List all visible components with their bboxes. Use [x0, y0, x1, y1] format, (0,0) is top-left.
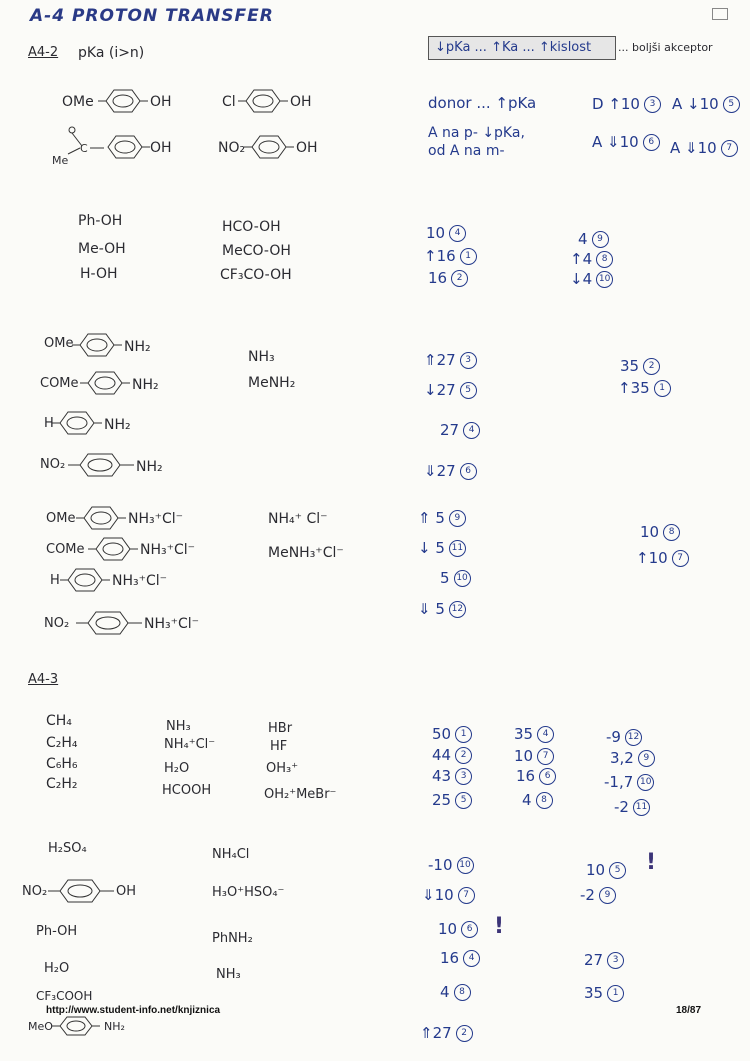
pka-result: [570, 251, 613, 268]
pka-value: ↓ 5: [418, 539, 445, 557]
compound-label: MeO: [28, 1020, 53, 1033]
pka-result: [672, 96, 740, 113]
rank-badge: 4: [463, 422, 480, 439]
pka-result: [522, 792, 553, 809]
rank-badge: 6: [643, 134, 660, 151]
benzene-ring-icon: [80, 370, 130, 396]
pka-result: [428, 857, 474, 874]
pka-value: 35: [514, 725, 534, 743]
rank-badge: 8: [536, 792, 553, 809]
pka-result: [670, 140, 738, 157]
rank-badge: 1: [654, 380, 671, 397]
compound-label: HBr: [268, 721, 293, 736]
compound-label: H₃O⁺HSO₄⁻: [212, 885, 285, 900]
pka-value: A ⇓10: [592, 133, 639, 151]
compound-label: H₂O: [164, 761, 190, 776]
pka-value: 5: [440, 569, 450, 587]
pka-result: [432, 792, 472, 809]
compound-label: H-OH: [80, 266, 118, 282]
pka-value: ↑4: [570, 250, 593, 268]
rank-badge: 7: [672, 550, 689, 567]
pka-value: 25: [432, 791, 452, 809]
benzene-ring-icon: [100, 134, 150, 160]
compound-label: CH₄: [46, 713, 72, 729]
pka-result: [440, 950, 480, 967]
pka-value: 27: [584, 951, 604, 969]
pka-value: 50: [432, 725, 452, 743]
rank-badge: 10: [637, 774, 654, 791]
rank-badge: 8: [454, 984, 471, 1001]
rank-badge: 8: [663, 524, 680, 541]
pka-value: ↑10: [636, 549, 668, 567]
pka-value: A ⇓10: [670, 139, 717, 157]
pka-value: 16: [440, 949, 460, 967]
compound-label: H₂O: [44, 961, 70, 976]
rank-badge: 2: [643, 358, 660, 375]
amine-suffix: NH₂: [124, 339, 151, 355]
pka-value: ⇑27: [420, 1024, 452, 1042]
compound-label: NH₃: [166, 719, 191, 734]
salt-substituent: H: [50, 573, 60, 588]
section-a4-3: A4-3: [28, 672, 59, 687]
pka-result: [606, 729, 642, 746]
rank-badge: 4: [537, 726, 554, 743]
rank-badge: 5: [460, 382, 477, 399]
pka-result: [586, 862, 626, 879]
rank-badge: 2: [451, 270, 468, 287]
pka-result: [640, 524, 680, 541]
pka-result: [420, 1025, 473, 1042]
compound-label: NH₄Cl: [212, 847, 250, 862]
benzene-ring-icon: [76, 505, 126, 531]
pka-result: [592, 134, 660, 151]
rank-badge: 6: [539, 768, 556, 785]
compound-label: HCOOH: [162, 783, 212, 798]
rank-badge: 10: [596, 271, 613, 288]
rank-badge: 7: [721, 140, 738, 157]
salt-substituent: NO₂: [44, 616, 70, 631]
pka-value: ⇑ 5: [418, 509, 445, 527]
pka-result: [614, 799, 650, 816]
compound-label: C₂H₄: [46, 735, 78, 751]
salt-suffix: NH₃⁺Cl⁻: [128, 511, 184, 527]
pka-result: [440, 422, 480, 439]
pka-result: [432, 726, 472, 743]
pka-value: 16: [428, 269, 448, 287]
pka-result: [516, 768, 556, 785]
phenol-suffix: OH: [290, 94, 312, 110]
phenol-substituent: Me: [52, 154, 69, 167]
phenol-substituent: NO₂: [218, 140, 246, 156]
compound-label: NH₃: [216, 967, 241, 982]
section-a4-2: A4-2: [28, 45, 59, 60]
rank-badge: 5: [609, 862, 626, 879]
pka-value: ↓4: [570, 270, 593, 288]
rank-badge: 9: [638, 750, 655, 767]
svg-text:C: C: [80, 142, 88, 155]
rank-badge: 9: [449, 510, 466, 527]
phenol-suffix: OH: [296, 140, 318, 156]
salt-suffix: NH₃⁺Cl⁻: [144, 616, 200, 632]
rank-badge: 6: [460, 463, 477, 480]
salt-substituent: COMe: [46, 542, 85, 557]
pka-value: 3,2: [610, 749, 634, 767]
benzene-ring-icon: [52, 410, 102, 436]
compound-label: CF₃COOH: [36, 989, 93, 1003]
benzene-ring-icon: [68, 452, 134, 478]
pka-value: -9: [606, 728, 621, 746]
compound-label: NH₄⁺ Cl⁻: [268, 511, 328, 527]
salt-suffix: NH₃⁺Cl⁻: [140, 542, 196, 558]
pka-value: -2: [580, 886, 595, 904]
phenol-suffix: OH: [150, 94, 172, 110]
pka-value: 10: [438, 920, 458, 938]
compound-label: MeCO-OH: [222, 243, 291, 259]
rank-badge: 8: [596, 251, 613, 268]
rank-badge: 11: [633, 799, 650, 816]
rank-badge: 12: [625, 729, 642, 746]
benzene-ring-icon: [238, 88, 288, 114]
pka-result: [426, 225, 466, 242]
pka-result: [418, 540, 466, 557]
pka-value: ↑16: [424, 247, 456, 265]
pka-result: [418, 601, 466, 618]
compound-label: OH₂⁺MeBr⁻: [264, 787, 337, 802]
rank-badge: 2: [456, 1025, 473, 1042]
compound-label: OH₃⁺: [266, 761, 299, 776]
pka-result: [610, 750, 655, 767]
rank-badge: 2: [455, 747, 472, 764]
rank-badge: 4: [463, 950, 480, 967]
pka-result: [440, 984, 471, 1001]
legend-box: [428, 36, 616, 60]
rank-badge: 7: [537, 748, 554, 765]
rank-badge: 9: [599, 887, 616, 904]
pka-result: [424, 352, 477, 369]
pka-value: 35: [620, 357, 640, 375]
pka-result: [570, 271, 613, 288]
pka-result: [514, 726, 554, 743]
compound-label: C₆H₆: [46, 756, 78, 772]
rank-badge: 6: [461, 921, 478, 938]
rank-badge: 7: [458, 887, 475, 904]
rank-badge: 1: [460, 248, 477, 265]
benzene-ring-icon: [76, 610, 142, 636]
compound-label: MeNH₃⁺Cl⁻: [268, 545, 344, 561]
pka-result: [514, 748, 554, 765]
rank-badge: 3: [455, 768, 472, 785]
pka-value: 43: [432, 767, 452, 785]
pka-result: [592, 96, 661, 113]
pka-value: -2: [614, 798, 629, 816]
footer-url-link[interactable]: http://www.student-info.net/knjiznica: [46, 1005, 221, 1016]
phenol-suffix: OH: [150, 140, 172, 156]
pka-value: D ↑10: [592, 95, 640, 113]
rank-badge: 12: [449, 601, 466, 618]
pka-result: [578, 231, 609, 248]
rank-badge: 5: [723, 96, 740, 113]
salt-suffix: NH₃⁺Cl⁻: [112, 573, 168, 589]
amine-suffix: NH₂: [136, 459, 163, 475]
amine-suffix: NH₂: [132, 377, 159, 393]
pka-value: 10: [426, 224, 446, 242]
rank-badge: 1: [607, 985, 624, 1002]
benzene-ring-icon: [244, 134, 294, 160]
compound-label: NH₄⁺Cl⁻: [164, 737, 216, 752]
pka-value: 16: [516, 767, 536, 785]
pka-value: 10: [640, 523, 660, 541]
compound-label: HF: [270, 739, 288, 754]
rank-badge: 3: [644, 96, 661, 113]
pka-result: [604, 774, 654, 791]
note-donor: donor ... ↑pKa: [428, 94, 537, 112]
pka-result: [418, 510, 466, 527]
pka-value: ⇓10: [422, 886, 454, 904]
amine-suffix: NH₂: [104, 417, 131, 433]
pka-value: 27: [440, 421, 460, 439]
compound-label: NO₂: [22, 884, 48, 899]
pka-value: ⇓27: [424, 462, 456, 480]
pka-result: [428, 270, 468, 287]
salt-substituent: OMe: [46, 511, 76, 526]
amine-substituent: OMe: [44, 336, 74, 351]
rank-badge: 3: [460, 352, 477, 369]
pka-result: [580, 887, 616, 904]
benzene-ring-icon: [72, 332, 122, 358]
compound-label: Ph-OH: [36, 924, 78, 939]
pka-value: ⇑27: [424, 351, 456, 369]
benzene-ring-icon: [48, 878, 114, 904]
pka-value: -10: [428, 856, 453, 874]
pka-value: 4: [578, 230, 588, 248]
compound-label: NH₃: [248, 349, 275, 365]
legend-tail: ... boljši akceptor: [618, 41, 713, 54]
emphasis-mark: !: [494, 914, 505, 939]
compound-label: Ph-OH: [78, 213, 123, 229]
pka-result: [440, 570, 471, 587]
rank-badge: 3: [607, 952, 624, 969]
pka-value: 10: [514, 747, 534, 765]
section-a4-2-subtitle: pKa (i>n): [78, 45, 145, 61]
phenol-substituent: OMe: [62, 94, 94, 110]
pka-value: ⇓ 5: [418, 600, 445, 618]
benzene-ring-icon: [60, 567, 110, 593]
corner-mark: [712, 8, 728, 20]
compound-label: HCO-OH: [222, 219, 281, 235]
note-meta: od A na m-: [428, 143, 505, 159]
compound-label: Me-OH: [78, 241, 126, 257]
compound-label: H₂SO₄: [48, 841, 87, 856]
amine-substituent: COMe: [40, 376, 79, 391]
pka-result: [422, 887, 475, 904]
benzene-ring-icon: [88, 536, 138, 562]
pka-value: 4: [440, 983, 450, 1001]
pka-result: [584, 985, 624, 1002]
emphasis-mark: !: [646, 850, 657, 875]
note-acceptor: A na p- ↓pKa,: [428, 125, 525, 141]
rank-badge: 5: [455, 792, 472, 809]
rank-badge: 10: [457, 857, 474, 874]
pka-value: 44: [432, 746, 452, 764]
pka-result: [424, 463, 477, 480]
legend-text: ↓pKa ... ↑Ka ... ↑kislost: [435, 40, 592, 55]
pka-result: [618, 380, 671, 397]
benzene-ring-icon: [52, 1015, 102, 1037]
pka-result: [620, 358, 660, 375]
pka-result: [424, 382, 477, 399]
pka-result: [636, 550, 689, 567]
pka-value: 10: [586, 861, 606, 879]
benzene-ring-icon: [98, 88, 148, 114]
pka-value: 4: [522, 791, 532, 809]
amine-substituent: NO₂: [40, 457, 66, 472]
compound-label: MeNH₂: [248, 375, 296, 391]
rank-badge: 10: [454, 570, 471, 587]
pka-result: [584, 952, 624, 969]
amine-suffix: NH₂: [104, 1020, 125, 1033]
pka-result: [432, 747, 472, 764]
pka-value: ↓27: [424, 381, 456, 399]
rank-badge: 4: [449, 225, 466, 242]
amine-substituent: H: [44, 416, 54, 431]
pka-value: -1,7: [604, 773, 634, 791]
phenol-suffix: OH: [116, 884, 137, 899]
compound-label: CF₃CO-OH: [220, 267, 292, 283]
rank-badge: 9: [592, 231, 609, 248]
page-number: 18/87: [676, 1005, 702, 1016]
pka-value: 35: [584, 984, 604, 1002]
compound-label: PhNH₂: [212, 931, 253, 946]
pka-result: [432, 768, 472, 785]
phenol-substituent: Cl: [222, 94, 236, 110]
page-title: A-4 PROTON TRANSFER: [30, 6, 274, 26]
pka-result: [438, 921, 478, 938]
pka-value: A ↓10: [672, 95, 719, 113]
pka-result: [424, 248, 477, 265]
compound-label: C₂H₂: [46, 776, 78, 792]
rank-badge: 1: [455, 726, 472, 743]
rank-badge: 11: [449, 540, 466, 557]
pka-value: ↑35: [618, 379, 650, 397]
